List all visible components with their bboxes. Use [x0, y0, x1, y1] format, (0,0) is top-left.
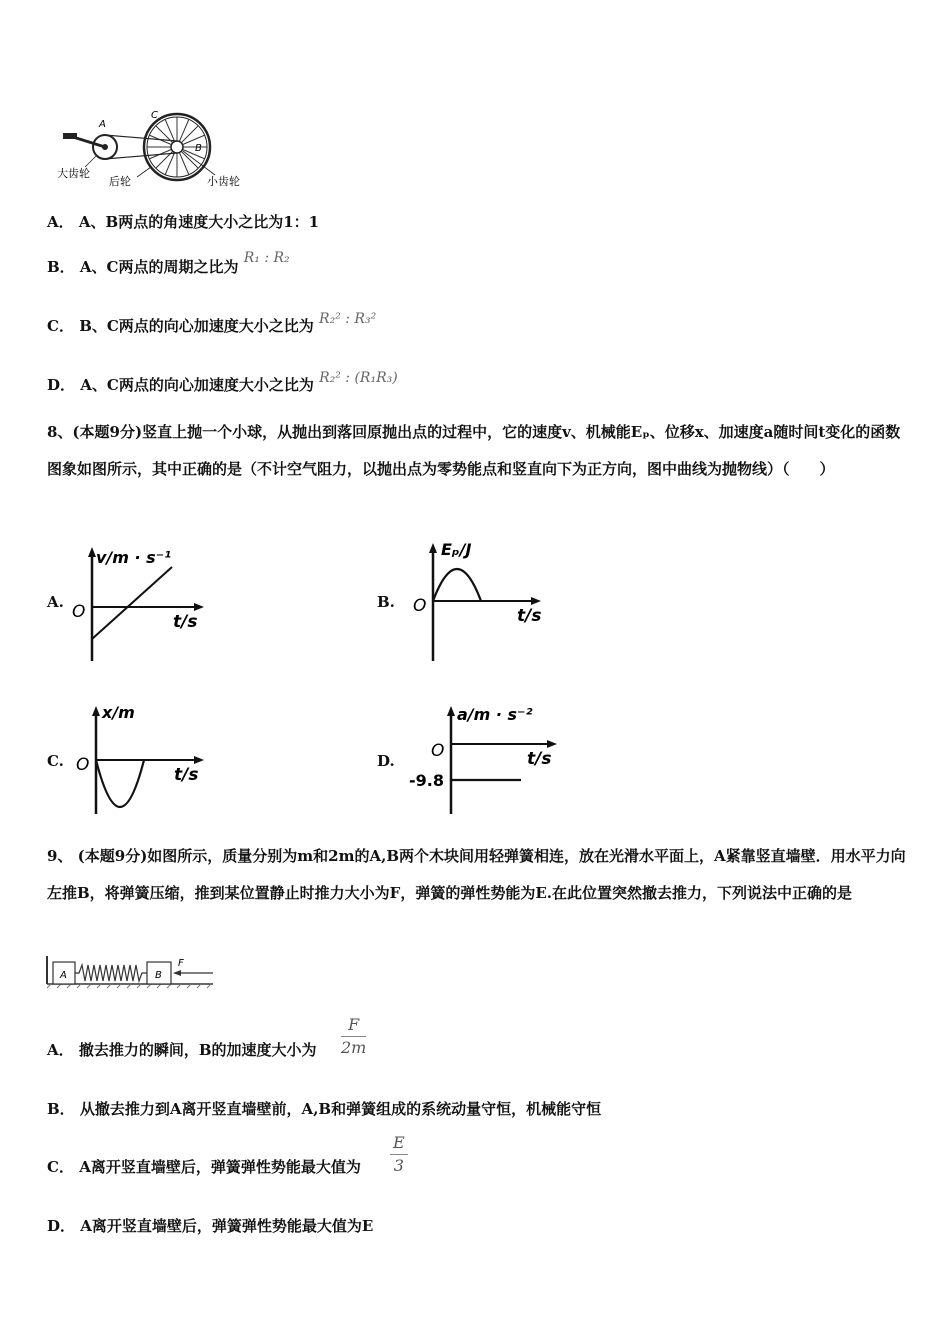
bicycle-gear-figure [55, 105, 265, 190]
origin-label: O [76, 755, 90, 775]
ratio-formula: R₂² : R₃² [319, 311, 377, 327]
origin-label: O [413, 596, 427, 616]
option-text: A、B两点的角速度大小之比为1：1 [78, 213, 320, 231]
q9-option-a [47, 1040, 317, 1060]
option-letter: A． [47, 213, 74, 231]
option-text: A、C两点的向心加速度大小之比为 [80, 376, 314, 394]
q9-option-c [47, 1157, 361, 1177]
x-axis-label: t/s [174, 765, 199, 785]
q7-option-a [47, 212, 319, 232]
fraction-f-over-2m: $\frac{F}{2m}$ [341, 1015, 367, 1057]
acceleration-value: -9.8 [409, 771, 444, 790]
option-letter: A． [47, 1041, 74, 1059]
q8-option-b-letter: B. [377, 593, 395, 611]
label-A: A [99, 119, 106, 130]
graph-displacement [70, 698, 220, 816]
y-axis-label: x/m [102, 703, 135, 722]
small-gear-label: 小齿轮 [207, 175, 240, 188]
option-letter: B． [47, 1100, 75, 1118]
label-B: B [195, 143, 202, 154]
q7-option-c [47, 311, 377, 337]
q8-stem: 8、(本题9分)竖直上抛一个小球，从抛出到落回原抛出点的过程中，它的速度v、机械能Eₚ、位移x、加速度a随时间t变化的函数图象如图所示，其中正确的是（不计空气阻力，以抛出点为零势能点和竖直向下为正方向，图中曲线为抛物线）（ ） [47, 423, 901, 478]
rear-wheel-label: 后轮 [109, 175, 131, 188]
option-text: 撤去推力的瞬间，B的加速度大小为 [78, 1041, 317, 1059]
q9-stem: 9、 (本题9分)如图所示，质量分别为m和2m的A,B两个木块间用轻弹簧相连，放在光滑水平面上，A紧靠竖直墙壁．用水平力向左推B，将弹簧压缩，推到某位置静止时推力大小为F，弹簧的弹性势能为E.在此位置突然撤去推力，下列说法中正确的是 [47, 847, 906, 902]
option-text: B、C两点的向心加速度大小之比为 [79, 317, 314, 335]
option-text: A、C两点的周期之比为 [79, 258, 239, 276]
svg-text:A: A [60, 970, 67, 981]
option-letter: C． [47, 1158, 74, 1176]
option-text: 从撤去推力到A离开竖直墙壁前，A,B和弹簧组成的系统动量守恒，机械能守恒 [79, 1100, 602, 1118]
svg-text:B: B [155, 970, 162, 981]
spring [75, 965, 147, 981]
q9-option-b [47, 1099, 601, 1119]
q7-option-d [47, 370, 398, 396]
q8-option-c-letter: C. [47, 752, 64, 770]
ratio-formula: R₁ : R₂ [243, 250, 290, 266]
option-text: A离开竖直墙壁后，弹簧弹性势能最大值为 [79, 1158, 361, 1176]
fraction-e-over-3: $\frac{E}{3}$ [390, 1132, 408, 1177]
option-letter: D． [47, 1217, 76, 1235]
q9-option-d [47, 1216, 373, 1236]
origin-label: O [431, 741, 445, 761]
x-axis-label: t/s [527, 749, 552, 769]
graph-acceleration [405, 698, 565, 816]
q7-option-b [47, 250, 290, 278]
spring-blocks-figure [45, 954, 220, 990]
y-axis-label: a/m · s⁻² [457, 705, 533, 724]
y-axis-label: Eₚ/J [441, 540, 472, 559]
force-label: F [178, 958, 184, 969]
option-letter: D． [47, 376, 76, 394]
big-gear-label: 大齿轮 [57, 167, 90, 180]
x-axis-label: t/s [517, 606, 542, 626]
option-letter: B． [47, 258, 75, 276]
option-text: A离开竖直墙壁后，弹簧弹性势能最大值为E [80, 1217, 374, 1235]
graph-energy [405, 535, 555, 665]
x-axis-label: t/s [173, 612, 198, 632]
option-letter: C． [47, 317, 74, 335]
origin-label: O [72, 602, 86, 622]
label-C: C [151, 110, 158, 121]
q8-option-a-letter: A. [47, 593, 64, 611]
graph-velocity [70, 545, 220, 665]
ratio-formula: R₂² : (R₁R₃) [319, 370, 398, 386]
q8-option-d-letter: D. [377, 752, 395, 770]
y-axis-label: v/m · s⁻¹ [96, 548, 172, 567]
